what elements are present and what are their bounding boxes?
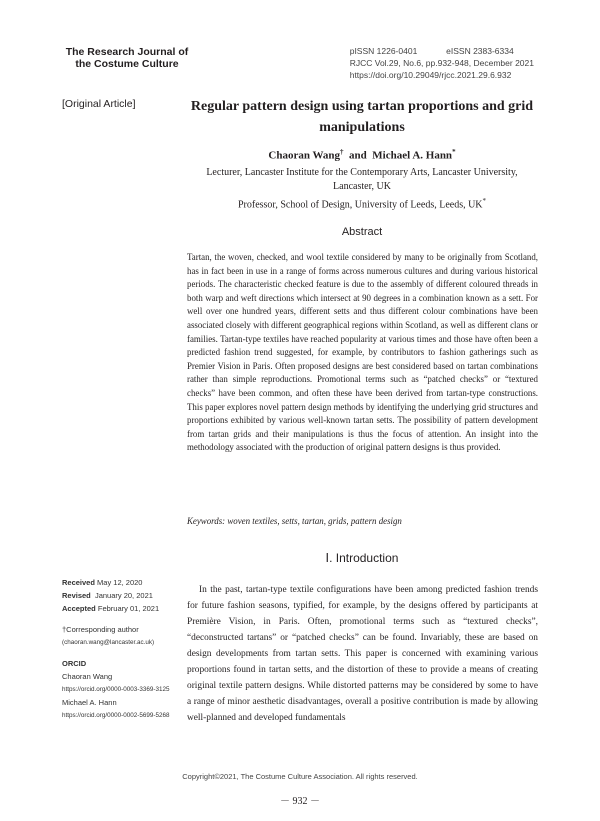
journal-name xyxy=(62,46,192,70)
affiliations xyxy=(186,166,538,212)
publication-meta xyxy=(350,45,534,81)
volume-info: RJCC Vol.29, No.6, pp.932-948, December 2021 xyxy=(349,58,534,68)
author-line xyxy=(190,148,534,162)
corresponding-email[interactable]: (chaoran.wang@lancaster.ac.uk) xyxy=(62,639,155,646)
article-type: [Original Article] xyxy=(62,98,136,110)
received-label: Received xyxy=(62,578,95,587)
introduction-text: In the past, tartan-type textile configurations have been among predicted fashion trends for future fashion seasons, typified, for example, by the designs offered by participants at Première Vision, in Paris. Often, promotional terms such as “textured checks”, “deconstructed tartans” or “patched checks” can be found. Invariably, these are based on design developments from tartan setts. This paper is concerned with examining various proportions found in tartan setts, and the distortion of these to provide a means of creating original textile pattern designs. While distorted patterns may be considered by some to have a range of minor aesthetic disadvantages, overall a positive contribution is made by allowing well-planned and developed fundamentals xyxy=(187,585,538,723)
author-2-mark: * xyxy=(452,148,456,156)
orcid-label: ORCID xyxy=(62,659,87,668)
abstract-text: Tartan, the woven, checked, and wool textile considered by many to be originally from Scotland, has in fact been in use in a range of forms across numerous cultures and during various historical periods. The characteristic checked feature is due to the assembly of different coloured threads in both warp and weft directions which intersect at 90 degrees in a combination known as a sett. For well over one hundred years, different setts and thus different colour combinations have been associated closely with different geographical regions within Scotland, as well as different clans or families. Tartan-type textiles have reached popularity at various times and those have often been a predicted fashion trend suggested, for example, by contributors to fashion gatherings such as Premier Vision in Paris. Often proposed designs are best considered based on tartan combinations rather than simple reproductions. Promotional terms such as “patched checks” or “textured checks” have been common, and often these have been derived from tartan-type constructions. This paper explores novel pattern design methods by identifying the underlying grid structures and proportions exhibited by various well-known tartan setts. The possibility of pattern development from tartan grids and their manipulations is thus the focus of attention. An insight into the methodology associated with the production of original pattern designs is thus provided. xyxy=(187,252,538,453)
received-row xyxy=(62,576,182,589)
keywords: Keywords: woven textiles, setts, tartan, grids, pattern design xyxy=(187,516,402,526)
eissn: eISSN 2383-6334 xyxy=(446,46,514,56)
corresponding-label: †Corresponding author xyxy=(62,625,139,634)
article-sidebar xyxy=(62,576,182,722)
affiliation-1: Lecturer, Lancaster Institute for the Contemporary Arts, Lancaster University, Lancaster, UK xyxy=(206,167,518,192)
revised-row xyxy=(62,589,182,602)
accepted-date: February 01, 2021 xyxy=(97,604,160,613)
orcid-1-name: Chaoran Wang xyxy=(62,672,113,681)
affiliation-2-row xyxy=(186,194,538,212)
section-heading: Ⅰ. Introduction xyxy=(325,551,399,565)
author-connector: and xyxy=(349,149,367,162)
revised-date: January 20, 2021 xyxy=(94,591,153,600)
journal-name-line1: The Research Journal of xyxy=(65,46,189,58)
orcid-2-link[interactable]: https://orcid.org/0000-0002-5699-5268 xyxy=(62,712,170,719)
page-number: － 932 － xyxy=(280,796,320,807)
received-date: May 12, 2020 xyxy=(97,578,143,587)
accepted-label: Accepted xyxy=(62,604,96,613)
author-1: Chaoran Wang xyxy=(268,149,341,162)
abstract-heading: Abstract xyxy=(341,226,383,238)
affiliation-2: Professor, School of Design, University of Leeds, Leeds, UK xyxy=(237,199,483,211)
accepted-row xyxy=(62,602,182,615)
orcid-2-name: Michael A. Hann xyxy=(62,698,117,707)
author-2: Michael A. Hann xyxy=(372,149,453,162)
pissn: pISSN 1226-0401 xyxy=(349,46,418,56)
doi-link[interactable]: https://doi.org/10.29049/rjcc.2021.29.6.932 xyxy=(349,70,512,80)
copyright-notice: Copyright©2021, The Costume Culture Association. All rights reserved. xyxy=(182,772,418,781)
author-1-mark: † xyxy=(340,148,344,156)
journal-name-line2: the Costume Culture xyxy=(75,58,179,70)
orcid-1-link[interactable]: https://orcid.org/0000-0003-3369-3125 xyxy=(62,686,170,693)
paper-title: Regular pattern design using tartan proportions and grid manipulations xyxy=(190,99,534,135)
revised-label: Revised xyxy=(62,591,91,600)
affiliation-2-mark: * xyxy=(482,197,487,205)
